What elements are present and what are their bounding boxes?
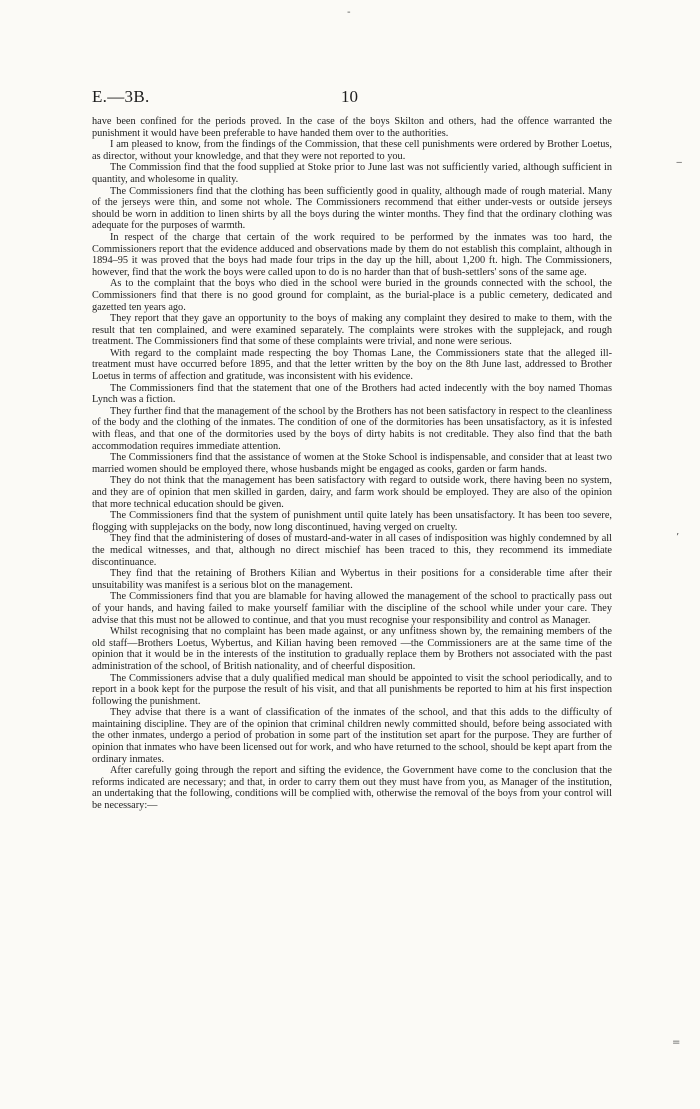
paragraph: They do not think that the management has been satisfactory with regard to outside work, there having been no system, and they are of opinion that men skilled in garden, dairy, and farm work should be employed. They are also of the opinion that more technical education should be given.	[92, 475, 612, 510]
paragraph: have been confined for the periods proved. In the case of the boys Skilton and others, had the offence warranted the punishment it would have been preferable to have handed them over to the authorities.	[92, 116, 612, 139]
paragraph: In respect of the charge that certain of the work required to be performed by the inmates was too hard, the Commissioners report that the evidence adduced and observations made by them do not establish this complaint, although in 1894–95 it was proved that the boys had made four trips in the day up the hill, about 1,200 ft. high. The Commissioners, however, find that the work the boys were called upon to do is no harder than that of bush-settlers' sons of the same age.	[92, 231, 612, 278]
paragraph: They further find that the management of the school by the Brothers has not been satisfactory in respect to the cleanliness of the body and the clothing of the inmates. The condition of one of the dormitories has been unsatisfactory, as it is infested with fleas, and that one of the dormitories used by the boys of dirty habits is not creditable. They also find that the bath accommodation requires immediate attention.	[92, 405, 612, 452]
paragraph: The Commissioners find that the clothing has been sufficiently good in quality, although made of rough material. Many of the jerseys were thin, and some not whole. The Commissioners recommend that either under-vests or outside jerseys should be worn in addition to linen shirts by all the boys during the winter months. They find that the ordinary clothing was adequate for the purposes of warmth.	[92, 185, 612, 232]
document-code: E.—3B.	[92, 87, 150, 106]
paragraph: With regard to the complaint made respecting the boy Thomas Lane, the Commissioners state that the alleged ill-treatment must have occurred before 1895, and that the letter written by the boy on the 8th June last, addressed to Brother Loetus in terms of affection and gratitude, was inconsistent with his evidence.	[92, 347, 612, 383]
margin-mark: ‒	[676, 157, 683, 168]
paragraph: After carefully going through the report and sifting the evidence, the Government have come to the conclusion that the reforms indicated are necessary; and that, in order to carry them out they must have from you, as Manager of the institution, an undertaking that the following, conditions will be complied with, otherwise the removal of the boys from your control will be necessary:—	[92, 765, 612, 812]
paragraph: I am pleased to know, from the findings of the Commission, that these cell punishments were ordered by Brother Loetus, as director, without your knowledge, and that they were not reported to you.	[92, 139, 612, 162]
paragraph: The Commissioners advise that a duly qualified medical man should be appointed to visit the school periodically, and to report in a book kept for the purpose the result of his visit, and that all punishments be reported to him at his first inspection following the punishment.	[92, 672, 612, 707]
paragraph: They advise that there is a want of classification of the inmates of the school, and that this adds to the difficulty of maintaining discipline. They are of the opinion that criminal children newly committed should, before being associated with the other inmates, undergo a period of probation in some part of the institution set apart for the purpose. They are further of opinion that inmates who have been licensed out for work, and who have returned to the school, should be kept apart from the ordinary inmates.	[92, 707, 612, 765]
paragraph: As to the complaint that the boys who died in the school were buried in the grounds connected with the school, the Commissioners find that there is no good ground for complaint, as the burial-place is a public cemetery, dedicated and gazetted ten years ago.	[92, 278, 612, 313]
paragraph: The Commissioners find that the statement that one of the Brothers had acted indecently with the boy named Thomas Lynch was a fiction.	[92, 382, 612, 406]
paragraph: The Commissioners find that the assistance of women at the Stoke School is indispensable, and consider that at least two married women should be employed there, whose husbands might be engaged as cooks, garden or farm hands.	[92, 452, 612, 475]
margin-mark: ’	[676, 532, 680, 543]
paragraph: Whilst recognising that no complaint has been made against, or any unfitness shown by, the remaining members of the old staff—Brothers Loetus, Wybertus, and Kilian having been removed —the Commissioners are at the same time of the opinion that it would be in the interests of the institution to gradually replace them by Brothers not associated with the past administration of the school, of British nationality, and of cheerful disposition.	[92, 626, 612, 672]
paragraph: The Commissioners find that the system of punishment until quite lately has been unsatisfactory. It has been too severe, flogging with supplejacks on the body, now long discontinued, having verged on cruelty.	[92, 510, 612, 533]
paragraph: They report that they gave an opportunity to the boys of making any complaint they desired to make to them, with the result that ten complained, and were examined separately. The complaints were strokes with the supplejack, and rough treatment. The Commissioners find that some of these complaints were trivial, and none were serious.	[92, 313, 612, 348]
page-header	[92, 87, 607, 109]
page-number: 10	[341, 87, 358, 106]
paragraph: The Commissioners find that you are blamable for having allowed the management of the school to practically pass out of your hands, and having failed to make yourself familiar with the discipline of the school while under your care. They advise that this must not be allowed to continue, and that you must recognise your responsibility and control as Manager.	[92, 591, 612, 626]
body-text	[92, 116, 612, 812]
top-mark: -	[347, 7, 351, 18]
paragraph: The Commission find that the food supplied at Stoke prior to June last was not sufficiently varied, although sufficient in quantity, and wholesome in quality.	[92, 162, 612, 185]
paragraph: They find that the retaining of Brothers Kilian and Wybertus in their positions for a considerable time after their unsuitability was manifest is a serious blot on the management.	[92, 568, 612, 591]
paragraph: They find that the administering of doses of mustard-and-water in all cases of indisposition was highly condemned by all the medical witnesses, and that, although no direct mischief has been traced to this, they recommend its immediate discontinuance.	[92, 533, 612, 568]
margin-mark: =	[672, 1037, 681, 1048]
